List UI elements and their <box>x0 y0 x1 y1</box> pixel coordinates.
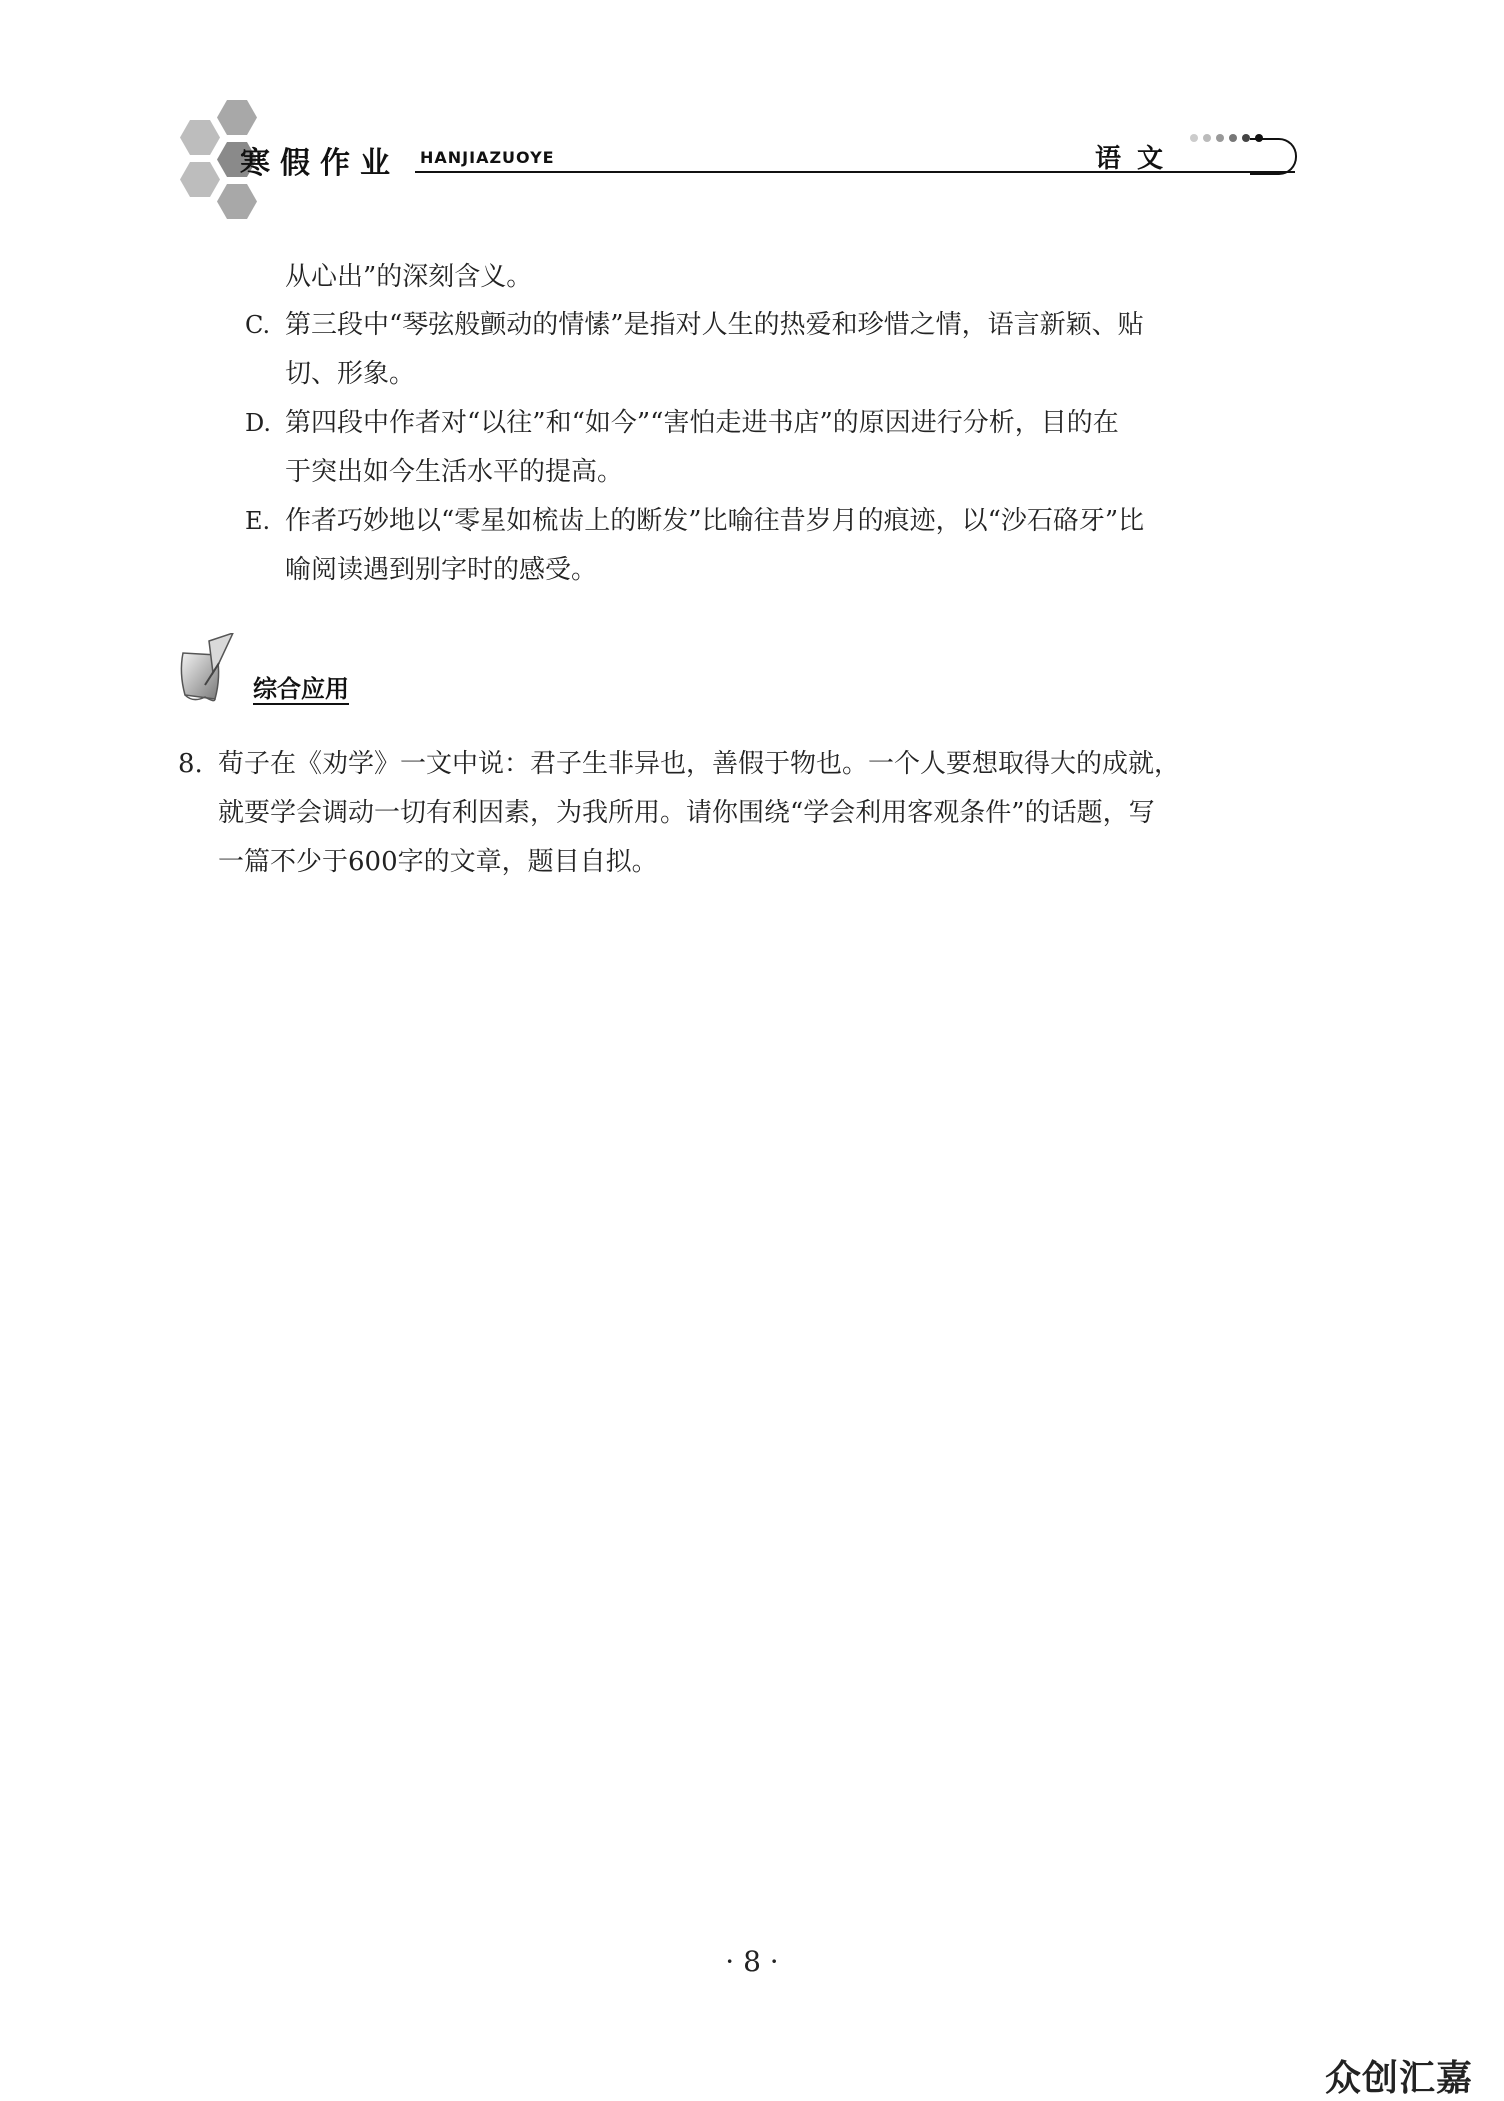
watermark: 众创汇嘉 <box>1325 2058 1474 2099</box>
option-e-line-1: 作者巧妙地以“零星如梳齿上的断发”比喻往昔岁月的痕迹，以“沙石硌牙”比 <box>285 506 1145 536</box>
header-pinyin: HANJIAZUOYE <box>420 148 555 167</box>
section-label: 综合应用 <box>253 675 349 703</box>
q8-line-1: 荀子在《劝学》一文中说：君子生非异也，善假于物也。一个人要想取得大的成就， <box>218 749 1181 779</box>
option-c-letter: C. <box>245 311 271 339</box>
q7-continuation: 从心出”的深刻含义。 <box>285 262 533 292</box>
header-title: 寒假作业 <box>240 146 400 181</box>
page-header <box>175 100 1325 180</box>
option-e-line-2: 喻阅读遇到别字时的感受。 <box>285 555 598 585</box>
hexagon-decoration <box>217 184 257 219</box>
page-number: · 8 · <box>725 1945 779 1978</box>
section-heading <box>175 625 365 705</box>
option-c-line-1: 第三段中“琴弦般颤动的情愫”是指对人生的热爱和珍惜之情，语言新颖、贴 <box>285 310 1144 340</box>
option-c-line-2: 切、形象。 <box>285 359 416 389</box>
q8-line-2: 就要学会调动一切有利因素，为我所用。请你围绕“学会利用客观条件”的话题，写 <box>218 798 1155 828</box>
hexagon-decoration <box>217 100 257 135</box>
option-d-line-1: 第四段中作者对“以往”和“如今”“害怕走进书店”的原因进行分析，目的在 <box>285 408 1119 438</box>
hexagon-decoration <box>180 120 220 155</box>
hexagon-decoration <box>180 162 220 197</box>
option-d-line-2: 于突出如今生活水平的提高。 <box>285 457 624 487</box>
scroll-icon <box>175 633 237 703</box>
option-d-letter: D. <box>245 409 272 437</box>
bracket-decoration <box>1250 138 1297 175</box>
q8-line-3: 一篇不少于600字的文章，题目自拟。 <box>218 847 658 877</box>
header-subject: 语文 <box>1095 144 1180 174</box>
option-e-letter: E. <box>245 507 271 535</box>
q8-number: 8. <box>178 749 203 779</box>
